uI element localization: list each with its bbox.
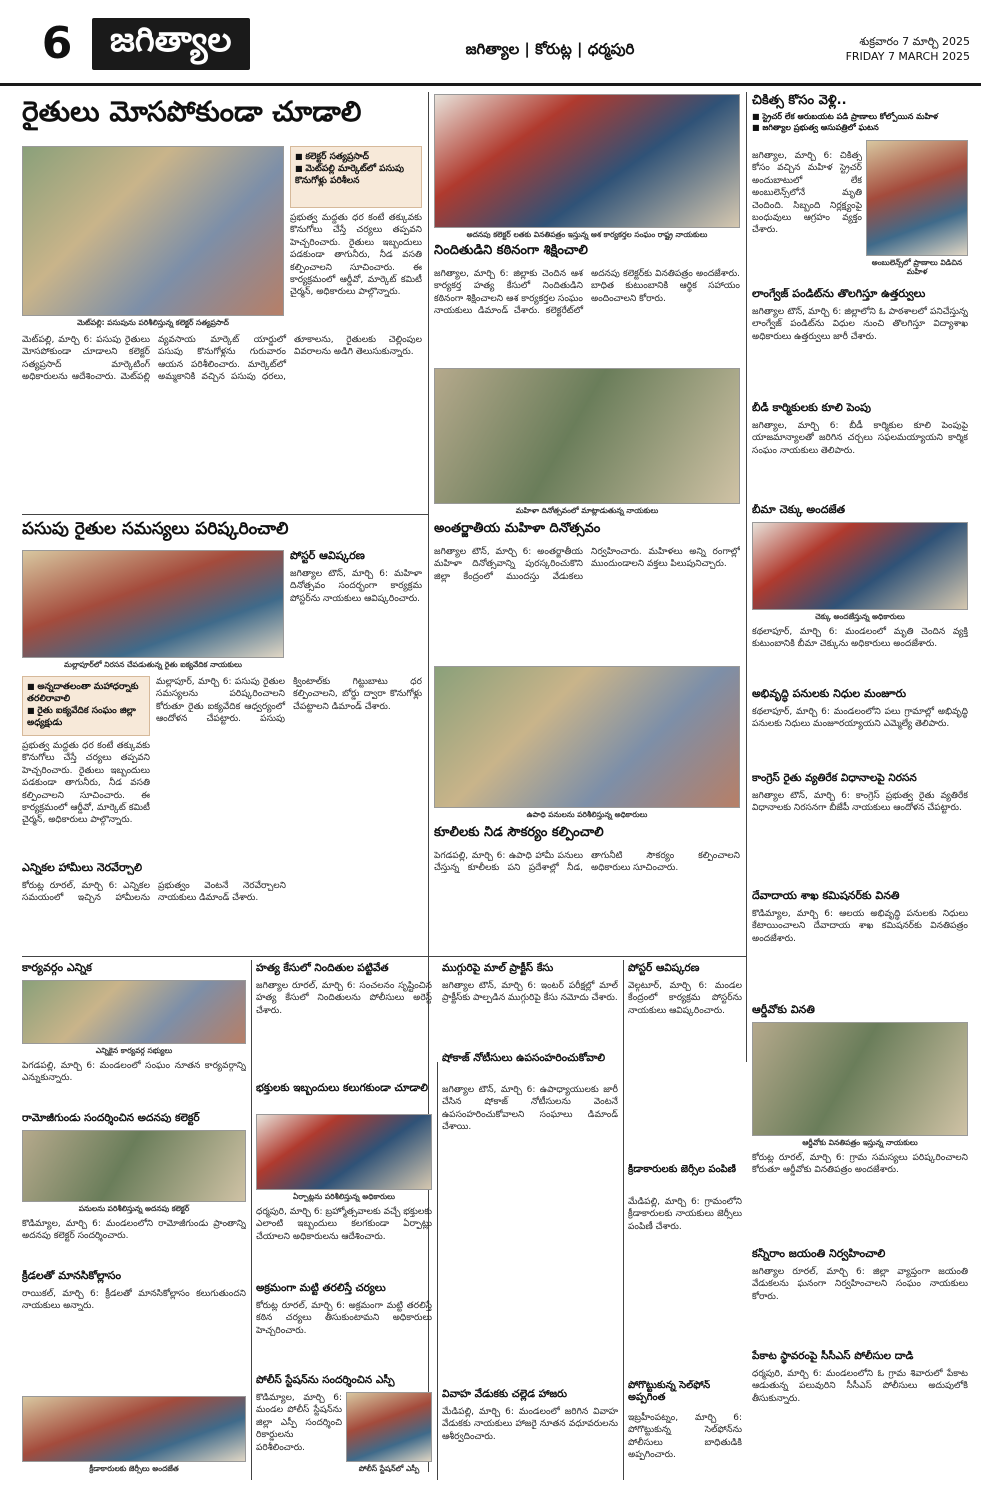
brief-headline: బీమా చెక్కు అందజేత — [752, 504, 846, 516]
story3-photo — [866, 140, 968, 256]
brief-body: జగిత్యాల టౌన్, మార్చి 6: కాంగ్రెస్ ప్రభుత్వ రైతు వ్యతిరేక విధానాలకు నిరసనగా బీజేపీ నాయకులు ఆందోళన చేపట్టారు. — [752, 791, 968, 814]
brief-headline: లాంగ్వేజ్ పండిట్‌ను తొలగిస్తూ ఉత్తర్వులు — [752, 288, 926, 300]
bottom-body: కొడిమ్యాల, మార్చి 6: మండల పోలీస్ స్టేషన్‌ను జిల్లా ఎస్పీ సందర్శించి రికార్డులను పరిశీలించారు. — [256, 1393, 342, 1453]
story3-photo-caption: అంబులెన్స్‌లో ప్రాణాలు విడిచిన మహిళ — [871, 258, 963, 276]
brief-body: కథలాపూర్, మార్చి 6: మండలంలో మృతి చెందిన వ్యక్తి కుటుంబానికి బీమా చెక్కును అధికారులు అందజేశారు. — [752, 627, 968, 650]
bottom-headline: హత్య కేసులో నిందితుల పట్టివేత — [256, 962, 389, 974]
bottom-body: వెల్గటూర్, మార్చి 6: మండల కేంద్రంలో కార్యక్రమ పోస్టర్‌ను నాయకులు ఆవిష్కరించారు. — [628, 981, 742, 1016]
womens-day-photo-caption: మహిళా దినోత్సవంలో మాట్లాడుతున్న నాయకులు — [515, 506, 659, 515]
brief-headline: అభివృద్ధి పనులకు నిధుల మంజూరు — [752, 688, 907, 700]
brief-body: జగిత్యాల టౌన్, మార్చి 6: జిల్లాలోని ఓ పాఠశాలలో పనిచేస్తున్న లాంగ్వేజ్ పండిట్‌ను విధుల నుంచి తొలగిస్తూ విద్యాశాఖ అధికారులు ఉత్తర్వులు జారీ చేశారు. — [752, 307, 968, 342]
bottom-photo — [22, 1130, 246, 1202]
brief-body: కథలాపూర్, మార్చి 6: మండలంలోని పలు గ్రామాల్లో అభివృద్ధి పనులకు నిధులు మంజూరయ్యాయని ఎమ్మెల్యే తెలిపారు. — [752, 707, 968, 730]
brief-headline: పేకాట స్థావరంపై సీసీఎస్ పోలీసుల దాడి — [752, 1350, 914, 1362]
lead-kicker — [290, 146, 422, 208]
column-divider — [623, 960, 624, 1480]
elections-headline: ఎన్నికల హామీలు నెరవేర్చాలి — [22, 862, 143, 874]
bottom-body: మేడిపల్లి, మార్చి 6: గ్రామంలోని క్రీడాకారులకు నాయకులు జెర్సీలు పంపిణీ చేశారు. — [628, 1197, 742, 1232]
bottom-body: కొడిమ్యాల, మార్చి 6: మండలంలోని రామోజీగుండు ప్రాంతాన్ని అదనపు కలెక్టర్ సందర్శించారు. — [22, 1219, 246, 1242]
lead-body: మెట్‌పల్లి, మార్చి 6: పసుపు రైతులు మోసపోకుండా చూడాలని కలెక్టర్ సత్యప్రసాద్ మార్కెటింగ్ అధికారులను ఆదేశించారు. మెట్‌పల్లి వ్యవసాయ మార్కెట్ యార్డులో పసుపు కొనుగోళ్లను గురువారం ఆయన పరిశీలించారు. మార్కెట్‌లో అమ్మకానికి వచ్చిన పసుపు ధరలు, తూకాలను, రైతులకు చెల్లింపుల వివరాలను అడిగి తెలుసుకున్నారు. — [22, 335, 422, 383]
bottom-body: పెగడపల్లి, మార్చి 6: మండలంలో సంఘం నూతన కార్యవర్గాన్ని ఎన్నుకున్నారు. — [22, 1061, 246, 1084]
date-telugu: శుక్రవారం 7 మార్చి 2025 — [859, 35, 970, 48]
date-english: FRIDAY 7 MARCH 2025 — [845, 50, 970, 64]
brief-photo-caption: ఆర్డీవోకు వినతిపత్రం ఇస్తున్న నాయకులు — [802, 1138, 918, 1147]
bottom-headline: షోకాజ్ నోటీసులు ఉపసంహరించుకోవాలి — [442, 1052, 606, 1064]
turmeric-bullet: ■ అన్నదాతలంతా మహాధర్నాకు తరలిరావాలి — [27, 681, 145, 705]
womens-day-photo — [434, 368, 740, 504]
lead-bullet: ■ మెట్‌పల్లి మార్కెట్‌లో పసుపు కొనుగోళ్లు పరిశీలన — [295, 163, 417, 187]
bottom-headline: అక్రమంగా మట్టి తరలిస్తే చర్యలు — [256, 1282, 386, 1294]
turmeric-kicker — [22, 676, 150, 736]
date-block — [780, 34, 970, 65]
bottom-photo-caption: ఎన్నికైన కార్యవర్గ సభ్యులు — [95, 1046, 173, 1055]
brief-photo — [752, 1022, 968, 1136]
womens-day-body: జగిత్యాల టౌన్, మార్చి 6: అంతర్జాతీయ మహిళా దినోత్సవాన్ని పురస్కరించుకొని జిల్లా కేంద్రంలో ముందస్తు వేడుకలు నిర్వహించారు. మహిళలు అన్ని రంగాల్లో ముందుండాలని వక్తలు పిలుపునిచ్చారు. — [434, 547, 740, 582]
bottom-headline: రామోజీగుండు సందర్శించిన అదనపు కలెక్టర్ — [22, 1112, 200, 1124]
poster-body: జగిత్యాల టౌన్, మార్చి 6: మహిళా దినోత్సవం సందర్భంగా కార్యక్రమ పోస్టర్‌ను నాయకులు ఆవిష్కరించారు. — [290, 569, 422, 604]
bottom-photo — [346, 1392, 432, 1462]
bottom-body: కోరుట్ల రూరల్, మార్చి 6: అక్రమంగా మట్టి తరలిస్తే కఠిన చర్యలు తీసుకుంటామని అధికారులు హెచ్చరించారు. — [256, 1301, 432, 1336]
bottom-photo-caption: క్రీడాకారులకు జెర్సీలు అందజేత — [89, 1464, 179, 1473]
bottom-headline: ముగ్గురిపై మాల్ ప్రాక్టీస్ కేసు — [442, 962, 554, 974]
masthead — [0, 0, 981, 86]
bottom-headline: పోగొట్టుకున్న సెల్‌ఫోన్ అప్పగింత — [628, 1380, 711, 1403]
brief-photo-caption: చెక్కు అందజేస్తున్న అధికారులు — [815, 612, 905, 621]
turmeric-body-extra: ప్రభుత్వ మద్దతు ధర కంటే తక్కువకు కొనుగోలు చేస్తే చర్యలు తప్పవని హెచ్చరించారు. రైతులు ఇబ్బందులు పడకుండా తాగునీరు, నీడ వసతి కల్పించాలని సూచించారు. ఈ కార్యక్రమంలో ఆర్డీవో, మార్కెట్ కమిటీ చైర్మన్, అధికారులు పాల్గొన్నారు. — [22, 741, 150, 826]
brief-headline: బీడీ కార్మికులకు కూలి పెంపు — [752, 402, 872, 414]
wage-headline: కూలీలకు నీడ సౌకర్యం కల్పించాలి — [434, 826, 604, 840]
brief-headline: ఆర్డీవోకు వినతి — [752, 1004, 815, 1016]
lead-photo — [22, 146, 284, 316]
bottom-body: జగిత్యాల టౌన్, మార్చి 6: ఇంటర్ పరీక్షల్లో మాల్ ప్రాక్టీస్‌కు పాల్పడిన ముగ్గురిపై కేసు నమోదు చేశారు. — [442, 981, 618, 1004]
poster-headline: పోస్టర్ ఆవిష్కరణ — [290, 550, 365, 562]
brief-headline: దేవాదాయ శాఖ కమిషనర్‌కు వినతి — [752, 890, 900, 902]
brief-body: జగిత్యాల, మార్చి 6: బీడీ కార్మికుల కూలి పెంపుపై యాజమాన్యాలతో జరిగిన చర్చలు సఫలమయ్యాయని కార్మిక సంఘం నాయకులు తెలిపారు. — [752, 421, 968, 456]
lead-headline: రైతులు మోసపోకుండా చూడాలి — [22, 96, 362, 128]
brief-body: కొడిమ్యాల, మార్చి 6: ఆలయ అభివృద్ధి పనులకు నిధులు కేటాయించాలని దేవాదాయ శాఖ కమిషనర్‌కు వినతిపత్రం అందజేశారు. — [752, 909, 968, 944]
bottom-body: ధర్మపురి, మార్చి 6: బ్రహ్మోత్సవాలకు వచ్చే భక్తులకు ఎలాంటి ఇబ్బందులు కలగకుండా ఏర్పాట్లు చేయాలని అధికారులను ఆదేశించారు. — [256, 1207, 432, 1242]
bottom-headline: పోలీస్ స్టేషన్‌ను సందర్శించిన ఎస్పీ — [256, 1374, 395, 1386]
story2-photo — [434, 94, 740, 228]
story3-bullet: ■ జగిత్యాల ప్రభుత్వ ఆసుపత్రిలో ఘటన — [752, 123, 968, 134]
bottom-body: మేడిపల్లి, మార్చి 6: మండలంలో జరిగిన వివాహ వేడుకకు నాయకులు హాజరై నూతన వధూవరులను ఆశీర్వదించారు. — [442, 1407, 618, 1442]
bottom-body: జగిత్యాల టౌన్, మార్చి 6: ఉపాధ్యాయులకు జారీ చేసిన షోకాజ్ నోటీసులను వెంటనే ఉపసంహరించుకోవాలని సంఘాలు డిమాండ్ చేశాయి. — [442, 1085, 618, 1133]
bottom-body: ఇబ్రహీంపట్నం, మార్చి 6: పోగొట్టుకున్న సెల్‌ఫోన్‌ను పోలీసులు బాధితుడికి అప్పగించారు. — [628, 1413, 742, 1461]
field-work-photo — [434, 666, 740, 808]
section-title: జగిత్యాల — [92, 18, 250, 70]
bottom-headline: క్రీడలతో మానసికోల్లాసం — [22, 1270, 122, 1282]
column-divider — [746, 92, 747, 1062]
elections-body: కోరుట్ల రూరల్, మార్చి 6: ఎన్నికల సమయంలో ఇచ్చిన హామీలను ప్రభుత్వం వెంటనే నెరవేర్చాలని నాయకులు డిమాండ్ చేశారు. — [22, 881, 286, 904]
story2-body: జగిత్యాల, మార్చి 6: జిల్లాకు చెందిన ఆశ కార్యకర్త హత్య కేసులో నిందితుడిని కఠినంగా శిక్షించాలని ఆశ కార్యకర్తల సంఘం నాయకులు డిమాండ్ చేశారు. కలెక్టరేట్‌లో అదనపు కలెక్టర్‌కు వినతిపత్రం అందజేశారు. బాధిత కుటుంబానికి ఆర్థిక సహాయం అందించాలని కోరారు. — [434, 269, 740, 317]
column-divider — [251, 960, 252, 1480]
bottom-photo — [22, 1396, 246, 1462]
bottom-body: రాయికల్, మార్చి 6: క్రీడలతో మానసికోల్లాసం కలుగుతుందని నాయకులు అన్నారు. — [22, 1289, 246, 1312]
story3-headline: చికిత్స కోసం వెళ్లి.. — [752, 94, 847, 108]
column-divider — [437, 1062, 438, 1480]
bottom-headline: క్రీడాకారులకు జెర్సీల పంపిణీ — [628, 1164, 737, 1175]
brief-headline: కన్నీరాం జయంతి నిర్వహించాలి — [752, 1248, 886, 1260]
turmeric-body: మల్లాపూర్, మార్చి 6: పసుపు రైతుల సమస్యలను పరిష్కరించాలని కోరుతూ రైతు ఐక్యవేదిక ఆధ్వర్యంలో ఆందోళన చేపట్టారు. పసుపు క్వింటాల్‌కు గిట్టుబాటు ధర కల్పించాలని, బోర్డు ద్వారా కొనుగోళ్లు చేపట్టాలని డిమాండ్ చేశారు. — [156, 677, 422, 725]
brief-body: ధర్మపురి, మార్చి 6: మండలంలోని ఓ గ్రామ శివారులో పేకాట ఆడుతున్న పలువురిని సీసీఎస్ పోలీసులు అదుపులోకి తీసుకున్నారు. — [752, 1369, 968, 1404]
bottom-photo-caption: పోలీస్ స్టేషన్‌లో ఎస్పీ — [358, 1464, 420, 1473]
brief-headline: కాంగ్రెస్ రైతు వ్యతిరేక విధానాలపై నిరసన — [752, 772, 917, 784]
bottom-photo-caption: పనులను పరిశీలిస్తున్న అదనపు కలెక్టర్ — [78, 1204, 190, 1213]
field-work-photo-caption: ఉపాధి పనులను పరిశీలిస్తున్న అధికారులు — [526, 810, 648, 819]
turmeric-photo-caption: మల్లాపూర్‌లో నిరసన చేపడుతున్న రైతు ఐక్యవేదిక నాయకులు — [64, 660, 242, 669]
bottom-photo — [256, 1114, 432, 1190]
edition-subtitle: జగిత్యాల | కోరుట్ల | ధర్మపురి — [465, 40, 635, 58]
bottom-headline: భక్తులకు ఇబ్బందులు కలుగకుండా చూడాలి — [256, 1082, 428, 1094]
bottom-headline: వివాహ వేడుకకు చల్లెడ హాజరు — [442, 1388, 567, 1400]
lead-photo-caption: మెట్‌పల్లి: పసుపును పరిశీలిస్తున్న కలెక్టర్ సత్యప్రసాద్ — [77, 318, 229, 327]
turmeric-headline: పసుపు రైతుల సమస్యలు పరిష్కరించాలి — [22, 520, 289, 539]
wage-body: పెగడపల్లి, మార్చి 6: ఉపాధి హామీ పనులు చేస్తున్న కూలీలకు పని ప్రదేశాల్లో నీడ, తాగునీటి సౌకర్యం కల్పించాలని అధికారులు సూచించారు. — [434, 851, 740, 874]
story3-body: జగిత్యాల, మార్చి 6: చికిత్స కోసం వచ్చిన మహిళ స్ట్రెచర్ అందుబాటులో లేక అంబులెన్స్‌లోనే మృతి చెందింది. సిబ్బంది నిర్లక్ష్యంపై బంధువులు ఆగ్రహం వ్యక్తం చేశారు. — [752, 151, 862, 236]
turmeric-bullet: ■ రైతు ఐక్యవేదిక సంఘం జిల్లా అధ్యక్షుడు — [27, 705, 145, 729]
turmeric-photo — [22, 550, 284, 658]
brief-body: కోరుట్ల రూరల్, మార్చి 6: గ్రామ సమస్యలు పరిష్కరించాలని కోరుతూ ఆర్డీవోకు వినతిపత్రం అందజేశారు. — [752, 1153, 968, 1176]
bottom-photo — [22, 980, 246, 1044]
brief-photo — [752, 522, 968, 610]
story3-bullet: ■ స్ట్రెచర్ లేక ఆరుబయట పడి ప్రాణాలు కోల్పోయిన మహిళ — [752, 112, 968, 123]
bottom-body: జగిత్యాల రూరల్, మార్చి 6: సంచలనం సృష్టించిన హత్య కేసులో నిందితులను పోలీసులు అరెస్ట్ చేశారు. — [256, 981, 432, 1016]
bottom-headline: పోస్టర్ ఆవిష్కరణ — [628, 962, 700, 974]
section-divider — [22, 514, 428, 515]
bottom-photo-caption: ఏర్పాట్లను పరిశీలిస్తున్న అధికారులు — [293, 1192, 395, 1201]
story2-photo-caption: అదనపు కలెక్టర్ లతకు వినతిపత్రం ఇస్తున్న ఆశ కార్యకర్తల సంఘం రాష్ట్ర నాయకులు — [466, 230, 708, 239]
lead-bullet: ■ కలెక్టర్ సత్యప్రసాద్ — [295, 151, 417, 163]
womens-day-headline: అంతర్జాతీయ మహిళా దినోత్సవం — [434, 522, 601, 536]
story2-headline: నిందితుడిని కఠినంగా శిక్షించాలి — [434, 244, 588, 258]
section-divider — [22, 956, 746, 957]
bottom-headline: కార్యవర్గం ఎన్నిక — [22, 962, 92, 974]
page-number: 6 — [41, 17, 73, 69]
lead-body-right: ప్రభుత్వ మద్దతు ధర కంటే తక్కువకు కొనుగోలు చేస్తే చర్యలు తప్పవని హెచ్చరించారు. రైతులు ఇబ్బందులు పడకుండా తాగునీరు, నీడ వసతి కల్పించాలని సూచించారు. ఈ కార్యక్రమంలో ఆర్డీవో, మార్కెట్ కమిటీ చైర్మన్, అధికారులు పాల్గొన్నారు. — [290, 213, 422, 298]
brief-body: జగిత్యాల రూరల్, మార్చి 6: జిల్లా వ్యాప్తంగా జయంతి వేడుకలను ఘనంగా నిర్వహించాలని సంఘం నాయకులు కోరారు. — [752, 1267, 968, 1302]
